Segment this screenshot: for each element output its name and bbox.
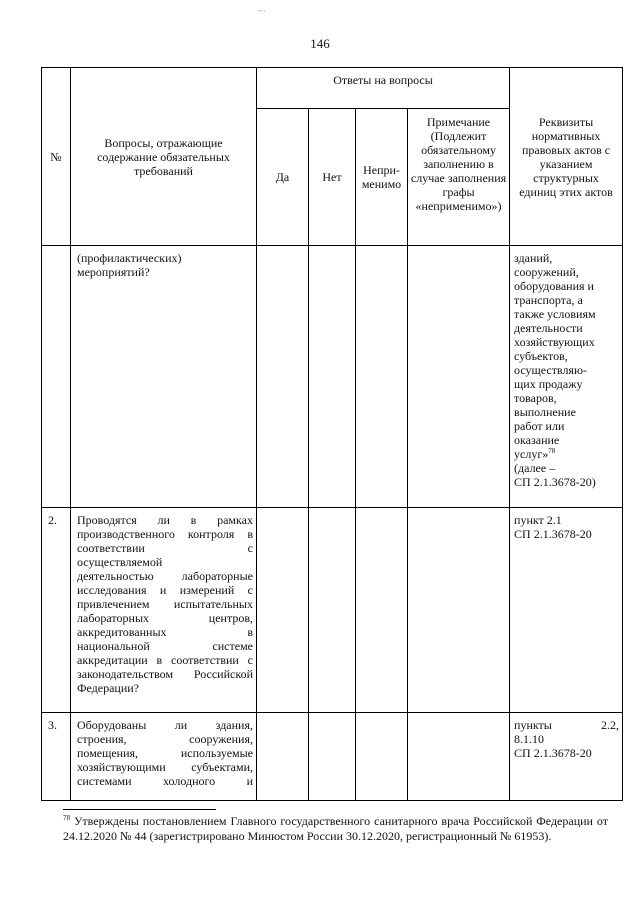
note-cell[interactable] <box>408 713 510 801</box>
question-cell <box>71 713 257 801</box>
header-not-applicable: Непри- менимо <box>356 109 408 246</box>
row-number: 3. <box>42 713 71 801</box>
header-note: Примечание (Подлежит обязательному заполнению в случае заполнения графы «неприменимо») <box>408 109 510 246</box>
question-line: Оборудованы ли здания, <box>77 718 253 732</box>
requisites-line: 8.1.10 <box>514 732 545 746</box>
requisites-line: субъектов, <box>514 349 568 363</box>
requisites-line: СП 2.1.3678-20 <box>514 746 592 760</box>
header-answers-group: Ответы на вопросы <box>257 68 510 109</box>
requisites-line: щих продажу <box>514 377 583 391</box>
table-row <box>42 508 623 713</box>
footnote <box>63 814 608 844</box>
requisites-cell <box>510 508 623 713</box>
answer-no-cell[interactable] <box>309 246 356 508</box>
answer-no-cell[interactable] <box>309 713 356 801</box>
requisites-line: также условиям <box>514 307 596 321</box>
answer-not-applicable-cell[interactable] <box>356 508 408 713</box>
requisites-line: выполнение <box>514 405 576 419</box>
question-line: лабораторных центров, <box>77 611 253 625</box>
requisites-cell <box>510 713 623 801</box>
question-line: мероприятий? <box>77 265 150 279</box>
requisites-line: работ или <box>514 419 565 433</box>
answer-no-cell[interactable] <box>309 508 356 713</box>
question-line: осуществляемой <box>77 555 163 569</box>
footnote-text: Утверждены постановлением Главного государственного санитарного врача Российской Федерации от 24.12.2020 № 44 (зарегистрировано Минюстом России 30.12.2020, регистрационный № 61953). <box>63 814 608 843</box>
question-line: законодательством Российской <box>77 667 253 681</box>
question-line: хозяйствующими субъектами, <box>77 760 253 774</box>
requisites-line: оказание <box>514 433 560 447</box>
answer-not-applicable-cell[interactable] <box>356 246 408 508</box>
row-number: 2. <box>42 508 71 713</box>
question-line: помещения, используемые <box>77 746 253 760</box>
answer-not-applicable-cell[interactable] <box>356 713 408 801</box>
answer-yes-cell[interactable] <box>257 246 309 508</box>
requisites-line: (далее – <box>514 461 556 475</box>
requisites-text: услуг» <box>514 447 549 461</box>
answer-yes-cell[interactable] <box>257 508 309 713</box>
question-line: строения, сооружения, <box>77 732 253 746</box>
page-number: 146 <box>310 36 330 51</box>
requisites-line: пункты 2.2, <box>514 718 620 732</box>
scan-mark: ~· <box>258 6 266 16</box>
requisites-line-with-footnote <box>514 447 619 461</box>
question-line: аккредитованных в <box>77 625 253 639</box>
question-line: системами холодного и <box>77 774 253 788</box>
requisites-line: оборудования и <box>514 279 594 293</box>
question-line: (профилактических) <box>77 251 182 265</box>
row-number <box>42 246 71 508</box>
question-line: производственного контроля в <box>77 527 253 541</box>
requisites-cell <box>510 246 623 508</box>
footnote-ref: 78 <box>548 447 556 455</box>
header-no: Нет <box>309 109 356 246</box>
question-line: Федерации? <box>77 681 139 695</box>
table-row <box>42 713 623 801</box>
question-line: национальной системе <box>77 639 253 653</box>
requisites-line: СП 2.1.3678-20) <box>514 475 596 489</box>
question-line: аккредитации в соответствии с <box>77 653 253 667</box>
answer-yes-cell[interactable] <box>257 713 309 801</box>
question-cell <box>71 246 257 508</box>
footnote-divider <box>63 809 216 810</box>
requisites-line: пункт 2.1 <box>514 513 562 527</box>
note-cell[interactable] <box>408 246 510 508</box>
requisites-line: деятельности <box>514 321 583 335</box>
header-question: Вопросы, отражающие содержание обязательных требований <box>71 68 257 246</box>
requisites-line: осуществляю- <box>514 363 587 377</box>
requisites-line: хозяйствующих <box>514 335 595 349</box>
question-line: деятельностью лабораторные <box>77 569 253 583</box>
question-line: привлечением испытательных <box>77 597 253 611</box>
footnote-marker: 78 <box>63 814 70 822</box>
question-cell <box>71 508 257 713</box>
requisites-line: транспорта, а <box>514 293 583 307</box>
table-row <box>42 246 623 508</box>
question-line: исследования и измерений с <box>77 583 253 597</box>
question-line: Проводятся ли в рамках <box>77 513 253 527</box>
header-yes: Да <box>257 109 309 246</box>
header-requisites: Реквизиты нормативных правовых актов с указанием структурных единиц этих актов <box>510 68 623 246</box>
header-num: № <box>42 68 71 246</box>
requisites-line: СП 2.1.3678-20 <box>514 527 592 541</box>
header-row-1 <box>42 68 623 109</box>
requisites-line: сооружений, <box>514 265 579 279</box>
requisites-line: товаров, <box>514 391 557 405</box>
requisites-line: зданий, <box>514 251 553 265</box>
question-line: соответствии с <box>77 541 253 555</box>
requirements-table <box>41 67 623 801</box>
note-cell[interactable] <box>408 508 510 713</box>
